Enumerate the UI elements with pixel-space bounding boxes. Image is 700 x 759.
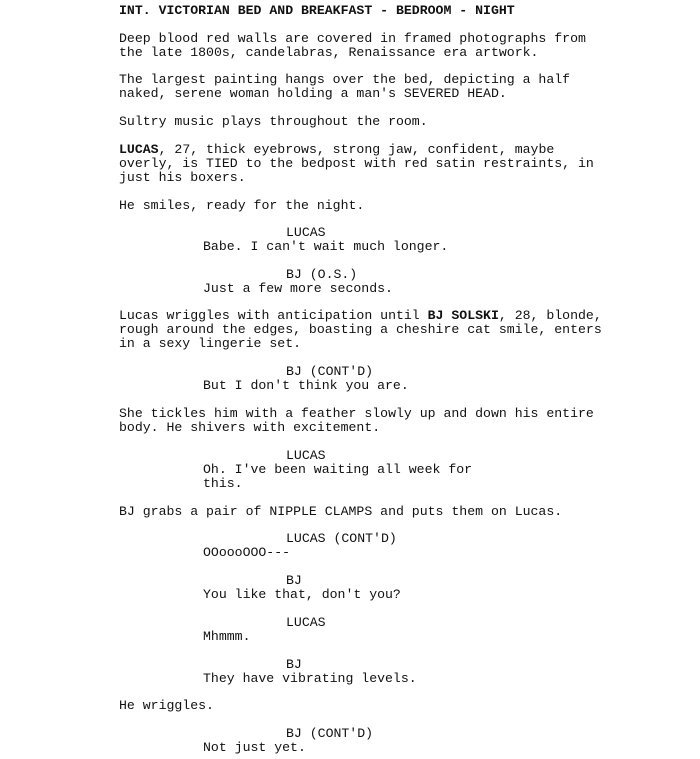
- character-cue: BJ: [286, 573, 302, 588]
- action-line: in a sexy lingerie set.: [119, 336, 302, 352]
- action-line: the late 1800s, candelabras, Renaissance era artwork.: [119, 45, 539, 61]
- dialogue: But I don't think you are.: [203, 378, 409, 393]
- action-line: , 28, blonde,: [498, 308, 602, 323]
- action-line: just his boxers.: [119, 170, 246, 186]
- dialogue: Not just yet.: [203, 740, 306, 755]
- character-cue: LUCAS: [286, 615, 326, 630]
- action-line: Sultry music plays throughout the room.: [119, 114, 428, 129]
- character-intro-name: LUCAS: [119, 142, 159, 157]
- action-paragraph: [119, 199, 364, 213]
- action-paragraph: [119, 143, 594, 186]
- action-line: Deep blood red walls are covered in framed photographs from: [119, 31, 586, 46]
- dialogue-line: Oh. I've been waiting all week for: [203, 462, 473, 477]
- character-cue: LUCAS (CONT'D): [286, 531, 397, 546]
- action-paragraph: [119, 309, 602, 352]
- action-line: BJ grabs a pair of NIPPLE CLAMPS and puts them on Lucas.: [119, 504, 563, 519]
- character-cue: BJ (CONT'D): [286, 364, 374, 379]
- dialogue: OOoooOOO---: [203, 545, 291, 560]
- action-line: rough around the edges, boasting a cheshire cat smile, enters: [119, 322, 602, 338]
- action-line: The largest painting hangs over the bed, depicting a half: [119, 72, 571, 87]
- action-paragraph: [119, 699, 214, 713]
- scene-heading: INT. VICTORIAN BED AND BREAKFAST - BEDROOM - NIGHT: [119, 3, 515, 18]
- action-line: He smiles, ready for the night.: [119, 198, 365, 213]
- action-line: overly, is TIED to the bedpost with red satin restraints, in: [119, 156, 594, 172]
- action-line: body. He shivers with excitement.: [119, 420, 381, 436]
- action-line: He wriggles.: [119, 698, 214, 713]
- dialogue: They have vibrating levels.: [203, 671, 417, 686]
- character-cue: LUCAS: [286, 448, 326, 463]
- dialogue: Mhmmm.: [203, 629, 251, 644]
- action-paragraph: [119, 115, 428, 129]
- dialogue-line: this.: [203, 476, 243, 492]
- action-paragraph: [119, 32, 586, 60]
- dialogue: Babe. I can't wait much longer.: [203, 239, 449, 254]
- character-cue: BJ (CONT'D): [286, 726, 374, 741]
- action-line: She tickles him with a feather slowly up and down his entire: [119, 406, 594, 421]
- action-line: naked, serene woman holding a man's SEVERED HEAD.: [119, 86, 507, 102]
- character-cue: LUCAS: [286, 225, 326, 240]
- action-paragraph: [119, 407, 594, 435]
- character-cue: BJ (O.S.): [286, 267, 358, 282]
- dialogue: [203, 463, 472, 491]
- character-intro-name: BJ SOLSKI: [427, 308, 499, 323]
- dialogue: Just a few more seconds.: [203, 281, 393, 296]
- action-paragraph: [119, 505, 562, 519]
- action-paragraph: [119, 73, 570, 101]
- dialogue: You like that, don't you?: [203, 587, 401, 602]
- action-line: , 27, thick eyebrows, strong jaw, confident, maybe: [158, 142, 555, 157]
- character-cue: BJ: [286, 657, 302, 672]
- action-line: Lucas wriggles with anticipation until: [119, 308, 428, 323]
